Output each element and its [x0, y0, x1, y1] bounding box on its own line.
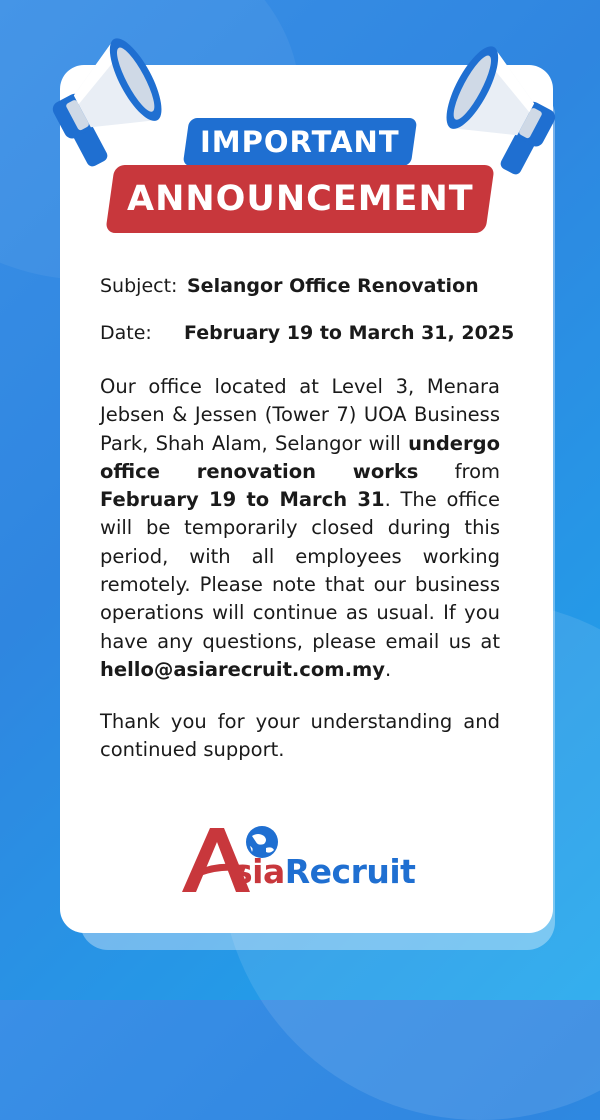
body-text: . The office will be temporarily closed during this period, with all employees working remotely. Please note that our business operations will continue as usual. If you have any questions, please email us at [100, 488, 500, 653]
body-bold-renovation: undergo office renovation works [100, 431, 500, 483]
date-row [100, 322, 515, 344]
logo-text-sia: sia [233, 852, 285, 891]
logo-wordmark [233, 852, 415, 891]
email-link[interactable]: hello@asiarecruit.com.my [100, 657, 386, 681]
body-text: from [418, 459, 500, 483]
body-text: Our office located at Level 3, Menara Jebsen & Jessen (Tower 7) UOA Business Park, Shah Alam, Selangor will [100, 375, 500, 455]
subject-row [100, 275, 479, 297]
date-value: February 19 to March 31, 2025 [184, 322, 515, 344]
banner-important-text: IMPORTANT [200, 125, 400, 159]
subject-label: Subject: [100, 275, 178, 297]
announcement-body [100, 373, 500, 684]
body-bold-dates: February 19 to March 31 [100, 488, 385, 512]
logo-text-recruit: Recruit [284, 852, 416, 891]
megaphone-icon [430, 30, 580, 180]
date-label: Date: [100, 322, 152, 344]
banner-important [183, 118, 418, 166]
banner-announcement-text: ANNOUNCEMENT [126, 179, 474, 219]
body-text: . [385, 657, 392, 681]
thanks-text: Thank you for your understanding and continued support. [100, 710, 500, 762]
megaphone-icon [28, 22, 178, 172]
subject-value: Selangor Office Renovation [187, 275, 479, 297]
banner-announcement [105, 165, 495, 233]
